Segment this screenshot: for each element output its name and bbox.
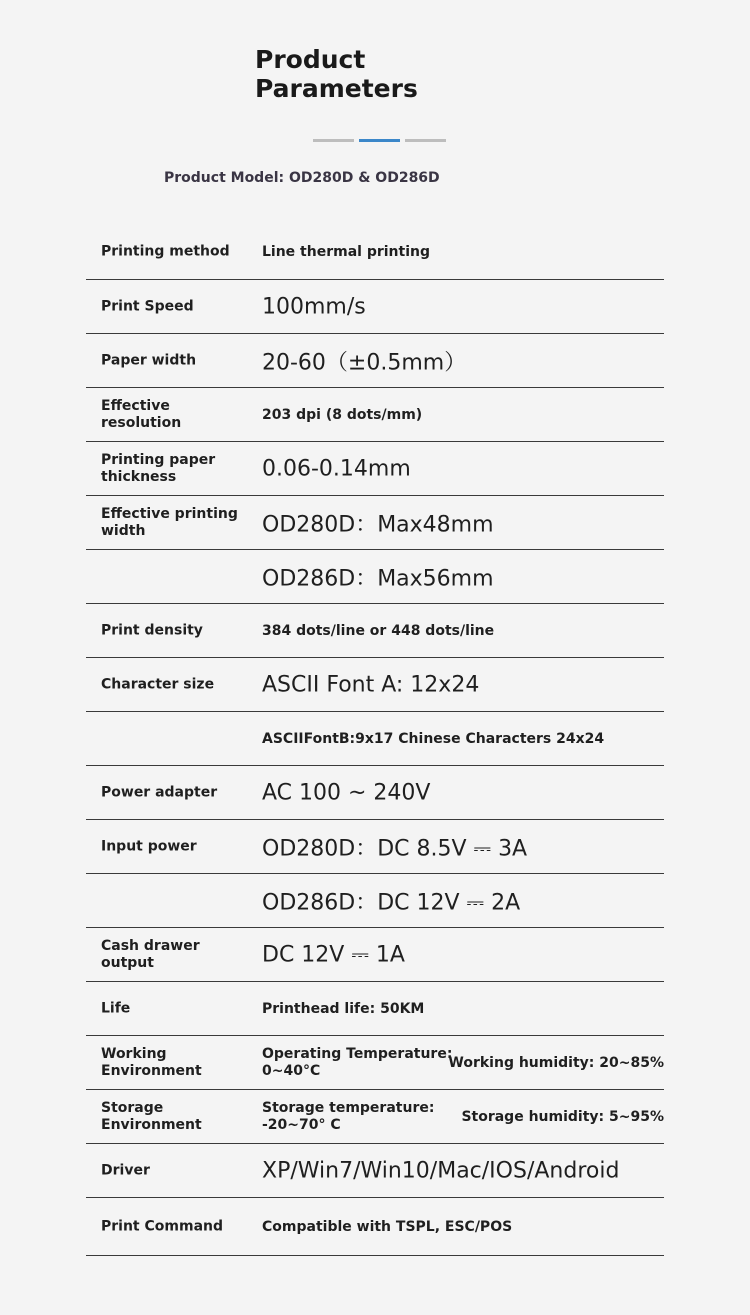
param-label: Printing method: [101, 243, 230, 259]
param-value: OD280D：DC 8.5V ⎓ 3A: [262, 836, 528, 861]
param-value: Compatible with TSPL, ESC/POS: [262, 1218, 513, 1235]
param-label: Storage Environment: [101, 1099, 202, 1133]
param-value: OD280D：Max48mm: [262, 512, 494, 537]
table-row: [86, 928, 664, 982]
table-row: [86, 388, 664, 442]
page-title-line-2: Parameters: [255, 74, 418, 103]
param-label: Cash drawer output: [101, 937, 200, 971]
param-label: Printing paper thickness: [101, 451, 216, 485]
table-row: [86, 334, 664, 388]
table-row: [86, 1144, 664, 1198]
table-row: [86, 982, 664, 1036]
param-value: OD286D：Max56mm: [262, 566, 494, 591]
table-row: [86, 224, 664, 280]
table-row: [86, 820, 664, 874]
table-row: [86, 1090, 664, 1144]
table-row: [86, 766, 664, 820]
param-value: 0.06-0.14mm: [262, 456, 411, 481]
param-value: AC 100 ~ 240V: [262, 780, 431, 805]
page-title: [255, 45, 555, 103]
divider-dash-right: [405, 139, 446, 142]
param-value: 100mm/s: [262, 294, 366, 319]
param-value: Line thermal printing: [262, 243, 430, 260]
param-value: DC 12V ⎓ 1A: [262, 942, 405, 967]
table-row: [86, 1036, 664, 1090]
table-row: [86, 658, 664, 712]
param-value: Printhead life: 50KM: [262, 1000, 425, 1017]
product-model: Product Model: OD280D & OD286D: [164, 170, 440, 186]
param-label: Effective resolution: [101, 397, 182, 431]
table-row: [86, 1198, 664, 1256]
param-value: 203 dpi (8 dots/mm): [262, 406, 423, 423]
param-value: OD286D：DC 12V ⎓ 2A: [262, 890, 521, 915]
param-value: 384 dots/line or 448 dots/line: [262, 622, 495, 639]
param-label: Life: [101, 1000, 131, 1016]
table-row: [86, 874, 664, 928]
divider-dash-left: [313, 139, 354, 142]
param-value: 20-60（±0.5mm）: [262, 350, 467, 375]
table-row: [86, 442, 664, 496]
param-value-secondary: Working humidity: 20~85%: [448, 1054, 664, 1071]
param-value: ASCIIFontB:9x17 Chinese Characters 24x24: [262, 730, 605, 747]
table-row: [86, 604, 664, 658]
param-label: Input power: [101, 838, 197, 854]
divider-dash-active: [359, 139, 400, 142]
param-label: Print density: [101, 622, 203, 638]
param-label: Print Speed: [101, 298, 194, 314]
param-label: Power adapter: [101, 784, 218, 800]
param-label: Paper width: [101, 352, 197, 368]
param-value: XP/Win7/Win10/Mac/IOS/Android: [262, 1158, 620, 1183]
param-label: Print Command: [101, 1218, 224, 1234]
param-value: Storage temperature: -20~70° C: [262, 1099, 435, 1133]
param-label: Working Environment: [101, 1045, 202, 1079]
param-value-secondary: Storage humidity: 5~95%: [461, 1108, 664, 1125]
parameters-table: [86, 224, 664, 1256]
param-value: ASCII Font A: 12x24: [262, 672, 480, 697]
page-title-line-1: Product: [255, 45, 366, 74]
table-row: [86, 496, 664, 550]
table-row: [86, 550, 664, 604]
param-value: Operating Temperature: 0~40°C: [262, 1045, 453, 1079]
table-row: [86, 712, 664, 766]
param-label: Driver: [101, 1162, 150, 1178]
param-label: Character size: [101, 676, 215, 692]
param-label: Effective printing width: [101, 505, 238, 539]
table-row: [86, 280, 664, 334]
